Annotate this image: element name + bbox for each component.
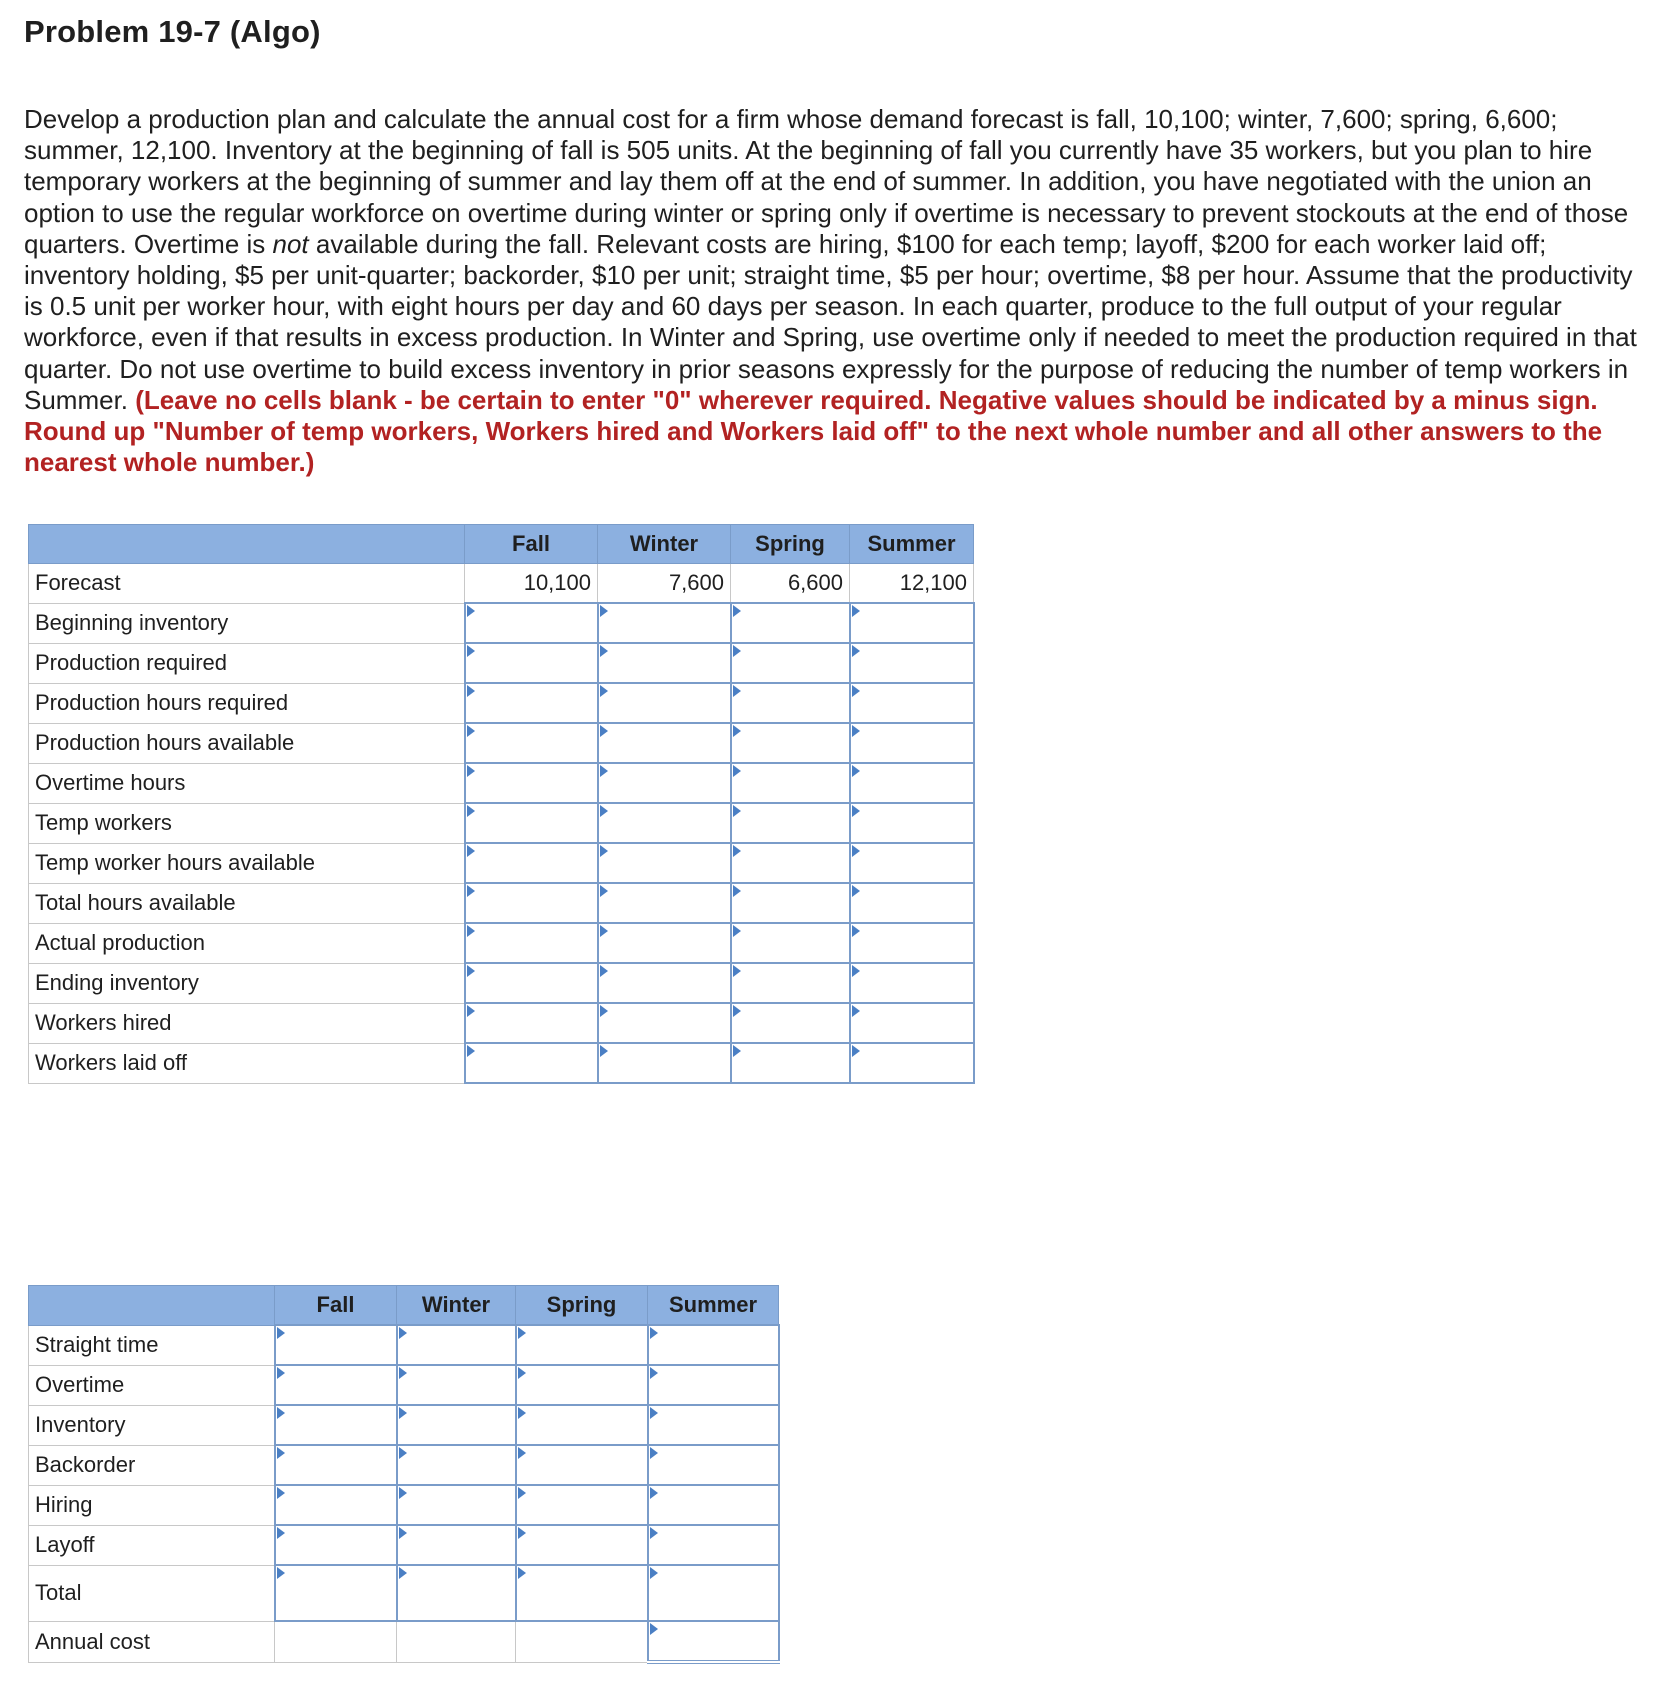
cost-inventory-fall-input[interactable] xyxy=(276,1406,396,1444)
cost-straight-time-spring-cell xyxy=(516,1325,648,1365)
cost-overtime-summer-cell xyxy=(648,1365,779,1405)
forecast-spring: 6,600 xyxy=(731,564,850,604)
row-label: Temp workers xyxy=(29,803,465,843)
row-label: Layoff xyxy=(29,1525,275,1565)
cost-hiring-spring-input[interactable] xyxy=(517,1486,647,1524)
ending-inventory-fall-cell xyxy=(465,963,598,1003)
row-label: Temp worker hours available xyxy=(29,843,465,883)
cost-backorder-winter-cell xyxy=(397,1445,516,1485)
cost-row-inventory xyxy=(29,1405,779,1445)
cost-inventory-summer-input[interactable] xyxy=(649,1406,778,1444)
production-hours-required-summer-input[interactable] xyxy=(851,684,973,722)
overtime-hours-summer-cell xyxy=(850,763,974,803)
production-hours-available-fall-input[interactable] xyxy=(466,724,597,762)
cost-total-winter-cell xyxy=(397,1565,516,1621)
production-hours-required-winter-cell xyxy=(598,683,731,723)
beginning-inventory-spring-input[interactable] xyxy=(732,604,849,642)
cost-header-spring: Spring xyxy=(516,1286,648,1326)
forecast-summer: 12,100 xyxy=(850,564,974,604)
cost-row-layoff xyxy=(29,1525,779,1565)
temp-workers-fall-cell xyxy=(465,803,598,843)
production-hours-available-fall-cell xyxy=(465,723,598,763)
temp-workers-summer-input[interactable] xyxy=(851,804,973,842)
cost-straight-time-spring-input[interactable] xyxy=(517,1326,647,1364)
cost-row-straight-time xyxy=(29,1325,779,1365)
cost-header-blank xyxy=(29,1286,275,1326)
cost-hiring-winter-cell xyxy=(397,1485,516,1525)
beginning-inventory-fall-cell xyxy=(465,603,598,643)
temp-worker-hours-available-winter-input[interactable] xyxy=(599,844,730,882)
production-required-winter-cell xyxy=(598,643,731,683)
overtime-hours-spring-input[interactable] xyxy=(732,764,849,802)
overtime-hours-fall-input[interactable] xyxy=(466,764,597,802)
cost-overtime-fall-cell xyxy=(275,1365,397,1405)
cost-layoff-summer-input[interactable] xyxy=(649,1526,778,1564)
cost-straight-time-fall-input[interactable] xyxy=(276,1326,396,1364)
cost-straight-time-summer-input[interactable] xyxy=(649,1326,778,1364)
cost-layoff-fall-cell xyxy=(275,1525,397,1565)
total-hours-available-winter-cell xyxy=(598,883,731,923)
cost-inventory-winter-input[interactable] xyxy=(398,1406,515,1444)
ending-inventory-spring-input[interactable] xyxy=(732,964,849,1002)
row-label: Production required xyxy=(29,643,465,683)
production-hours-required-summer-cell xyxy=(850,683,974,723)
row-label: Overtime xyxy=(29,1365,275,1405)
row-label: Workers hired xyxy=(29,1003,465,1043)
cost-inventory-fall-cell xyxy=(275,1405,397,1445)
cost-total-winter-input[interactable] xyxy=(398,1566,515,1620)
actual-production-summer-input[interactable] xyxy=(851,924,973,962)
cost-row-total xyxy=(29,1565,779,1621)
total-hours-available-spring-input[interactable] xyxy=(732,884,849,922)
cost-hiring-fall-cell xyxy=(275,1485,397,1525)
total-hours-available-winter-input[interactable] xyxy=(599,884,730,922)
cost-backorder-fall-input[interactable] xyxy=(276,1446,396,1484)
cost-hiring-fall-input[interactable] xyxy=(276,1486,396,1524)
overtime-hours-spring-cell xyxy=(731,763,850,803)
cost-hiring-summer-input[interactable] xyxy=(649,1486,778,1524)
temp-worker-hours-available-spring-cell xyxy=(731,843,850,883)
total-hours-available-fall-input[interactable] xyxy=(466,884,597,922)
workers-laid-off-summer-cell xyxy=(850,1043,974,1083)
beginning-inventory-fall-input[interactable] xyxy=(466,604,597,642)
row-label: Inventory xyxy=(29,1405,275,1445)
production-required-summer-input[interactable] xyxy=(851,644,973,682)
cost-inventory-summer-cell xyxy=(648,1405,779,1445)
cost-backorder-winter-input[interactable] xyxy=(398,1446,515,1484)
plan-row-production-hours-available xyxy=(29,723,974,763)
production-hours-available-summer-cell xyxy=(850,723,974,763)
cost-total-fall-input[interactable] xyxy=(276,1566,396,1620)
cost-overtime-summer-input[interactable] xyxy=(649,1366,778,1404)
workers-laid-off-fall-input[interactable] xyxy=(466,1044,597,1082)
row-label: Hiring xyxy=(29,1485,275,1525)
plan-header-spring: Spring xyxy=(731,525,850,564)
actual-production-summer-cell xyxy=(850,923,974,963)
cost-row-hiring xyxy=(29,1485,779,1525)
cost-header-row xyxy=(29,1286,779,1326)
total-hours-available-summer-input[interactable] xyxy=(851,884,973,922)
cost-row-overtime xyxy=(29,1365,779,1405)
workers-laid-off-winter-input[interactable] xyxy=(599,1044,730,1082)
beginning-inventory-spring-cell xyxy=(731,603,850,643)
overtime-hours-winter-input[interactable] xyxy=(599,764,730,802)
production-required-spring-input[interactable] xyxy=(732,644,849,682)
cost-layoff-winter-cell xyxy=(397,1525,516,1565)
workers-hired-fall-input[interactable] xyxy=(466,1004,597,1042)
ending-inventory-summer-cell xyxy=(850,963,974,1003)
workers-laid-off-winter-cell xyxy=(598,1043,731,1083)
cost-inventory-spring-input[interactable] xyxy=(517,1406,647,1444)
cost-header-winter: Winter xyxy=(397,1286,516,1326)
production-hours-required-spring-cell xyxy=(731,683,850,723)
beginning-inventory-summer-input[interactable] xyxy=(851,604,973,642)
total-hours-available-fall-cell xyxy=(465,883,598,923)
ending-inventory-spring-cell xyxy=(731,963,850,1003)
production-hours-available-winter-cell xyxy=(598,723,731,763)
production-hours-available-winter-input[interactable] xyxy=(599,724,730,762)
cost-backorder-fall-cell xyxy=(275,1445,397,1485)
temp-worker-hours-available-fall-cell xyxy=(465,843,598,883)
temp-worker-hours-available-summer-input[interactable] xyxy=(851,844,973,882)
cost-hiring-winter-input[interactable] xyxy=(398,1486,515,1524)
problem-text-part1: Develop a production plan and calculate the annual cost for a firm whose demand forecast is fall, 10,100; winter, 7,600; spring, 6,600; summer, 12,100. Inventory at the beginning of fall is 505 units. At the beginning of fall you currently have 35 workers, but you plan to hire temporary workers at the beginning of summer and lay them off at the end of summer. In addition, you have negotiated with the union an option to use the regular workforce on overtime during winter or spring only if overtime is necessary to prevent stockouts at the end of those quarters. Overtime is xyxy=(24,104,1629,259)
total-hours-available-summer-cell xyxy=(850,883,974,923)
page-title: Problem 19-7 (Algo) xyxy=(24,14,321,49)
cost-backorder-spring-cell xyxy=(516,1445,648,1485)
row-label: Ending inventory xyxy=(29,963,465,1003)
overtime-hours-summer-input[interactable] xyxy=(851,764,973,802)
row-label: Annual cost xyxy=(29,1621,275,1662)
total-hours-available-spring-cell xyxy=(731,883,850,923)
production-required-fall-cell xyxy=(465,643,598,683)
overtime-hours-fall-cell xyxy=(465,763,598,803)
annual-cost-spacer xyxy=(275,1621,397,1662)
cost-header-summer: Summer xyxy=(648,1286,779,1326)
cost-overtime-spring-input[interactable] xyxy=(517,1366,647,1404)
cost-total-summer-cell xyxy=(648,1565,779,1621)
temp-workers-winter-cell xyxy=(598,803,731,843)
ending-inventory-fall-input[interactable] xyxy=(466,964,597,1002)
cost-row-annual-cost xyxy=(29,1621,779,1662)
cost-row-backorder xyxy=(29,1445,779,1485)
plan-row-ending-inventory xyxy=(29,963,974,1003)
row-label: Production hours required xyxy=(29,683,465,723)
workers-laid-off-spring-cell xyxy=(731,1043,850,1083)
actual-production-winter-input[interactable] xyxy=(599,924,730,962)
plan-header-fall: Fall xyxy=(465,525,598,564)
cost-straight-time-fall-cell xyxy=(275,1325,397,1365)
temp-worker-hours-available-spring-input[interactable] xyxy=(732,844,849,882)
row-label: Overtime hours xyxy=(29,763,465,803)
plan-row-total-hours-available xyxy=(29,883,974,923)
production-hours-available-spring-input[interactable] xyxy=(732,724,849,762)
cost-total-summer-input[interactable] xyxy=(649,1566,778,1620)
cost-total-fall-cell xyxy=(275,1565,397,1621)
problem-text-emphasis: not xyxy=(272,228,309,259)
forecast-winter: 7,600 xyxy=(598,564,731,604)
row-label: Actual production xyxy=(29,923,465,963)
workers-hired-summer-cell xyxy=(850,1003,974,1043)
cost-backorder-spring-input[interactable] xyxy=(517,1446,647,1484)
workers-hired-spring-cell xyxy=(731,1003,850,1043)
annual-cost-spacer xyxy=(397,1621,516,1662)
forecast-fall: 10,100 xyxy=(465,564,598,604)
actual-production-spring-cell xyxy=(731,923,850,963)
cost-overtime-spring-cell xyxy=(516,1365,648,1405)
plan-row-production-required xyxy=(29,643,974,683)
workers-laid-off-fall-cell xyxy=(465,1043,598,1083)
annual-cost-spacer xyxy=(516,1621,648,1662)
actual-production-spring-input[interactable] xyxy=(732,924,849,962)
cost-total-spring-cell xyxy=(516,1565,648,1621)
cost-backorder-summer-input[interactable] xyxy=(649,1446,778,1484)
beginning-inventory-summer-cell xyxy=(850,603,974,643)
production-hours-available-spring-cell xyxy=(731,723,850,763)
row-label: Production hours available xyxy=(29,723,465,763)
problem-statement xyxy=(24,104,1646,478)
production-hours-required-fall-input[interactable] xyxy=(466,684,597,722)
cost-total-spring-input[interactable] xyxy=(517,1566,647,1620)
temp-workers-spring-input[interactable] xyxy=(732,804,849,842)
workers-hired-summer-input[interactable] xyxy=(851,1004,973,1042)
ending-inventory-winter-cell xyxy=(598,963,731,1003)
plan-row-workers-hired xyxy=(29,1003,974,1043)
actual-production-winter-cell xyxy=(598,923,731,963)
production-hours-required-spring-input[interactable] xyxy=(732,684,849,722)
production-hours-required-winter-input[interactable] xyxy=(599,684,730,722)
workers-laid-off-summer-input[interactable] xyxy=(851,1044,973,1082)
production-hours-available-summer-input[interactable] xyxy=(851,724,973,762)
workers-hired-fall-cell xyxy=(465,1003,598,1043)
plan-row-beginning-inventory xyxy=(29,603,974,643)
cost-straight-time-winter-cell xyxy=(397,1325,516,1365)
plan-row-actual-production xyxy=(29,923,974,963)
cost-straight-time-winter-input[interactable] xyxy=(398,1326,515,1364)
cost-overtime-fall-input[interactable] xyxy=(276,1366,396,1404)
production-required-fall-input[interactable] xyxy=(466,644,597,682)
temp-workers-summer-cell xyxy=(850,803,974,843)
cost-overtime-winter-cell xyxy=(397,1365,516,1405)
plan-header-summer: Summer xyxy=(850,525,974,564)
plan-header-row xyxy=(29,525,974,564)
temp-workers-fall-input[interactable] xyxy=(466,804,597,842)
plan-row-overtime-hours xyxy=(29,763,974,803)
workers-hired-spring-input[interactable] xyxy=(732,1004,849,1042)
temp-workers-winter-input[interactable] xyxy=(599,804,730,842)
row-label: Beginning inventory xyxy=(29,603,465,643)
problem-instructions: (Leave no cells blank - be certain to enter "0" wherever required. Negative values should be indicated by a minus sign. Round up "Number of temp workers, Workers hired and Workers laid off" to the next whole number and all other answers to the nearest whole number.) xyxy=(24,384,1603,478)
actual-production-fall-input[interactable] xyxy=(466,924,597,962)
plan-header-blank xyxy=(29,525,465,564)
row-label: Total hours available xyxy=(29,883,465,923)
ending-inventory-winter-input[interactable] xyxy=(599,964,730,1002)
temp-worker-hours-available-winter-cell xyxy=(598,843,731,883)
plan-row-production-hours-required xyxy=(29,683,974,723)
cost-layoff-spring-input[interactable] xyxy=(517,1526,647,1564)
cost-table xyxy=(28,1285,780,1664)
cost-layoff-winter-input[interactable] xyxy=(398,1526,515,1564)
production-required-summer-cell xyxy=(850,643,974,683)
row-label: Straight time xyxy=(29,1325,275,1365)
production-required-spring-cell xyxy=(731,643,850,683)
cost-header-fall: Fall xyxy=(275,1286,397,1326)
ending-inventory-summer-input[interactable] xyxy=(851,964,973,1002)
beginning-inventory-winter-input[interactable] xyxy=(599,604,730,642)
overtime-hours-winter-cell xyxy=(598,763,731,803)
workers-hired-winter-cell xyxy=(598,1003,731,1043)
row-label: Workers laid off xyxy=(29,1043,465,1083)
temp-worker-hours-available-summer-cell xyxy=(850,843,974,883)
cost-backorder-summer-cell xyxy=(648,1445,779,1485)
cost-layoff-spring-cell xyxy=(516,1525,648,1565)
production-plan-table xyxy=(28,524,975,1084)
temp-worker-hours-available-fall-input[interactable] xyxy=(466,844,597,882)
plan-row-temp-worker-hours-available xyxy=(29,843,974,883)
cost-layoff-summer-cell xyxy=(648,1525,779,1565)
annual-cost-cell xyxy=(648,1621,779,1662)
cost-hiring-summer-cell xyxy=(648,1485,779,1525)
cost-inventory-spring-cell xyxy=(516,1405,648,1445)
workers-hired-winter-input[interactable] xyxy=(599,1004,730,1042)
problem-text-part2: available during the fall. Relevant costs are hiring, $100 for each temp; layoff, $200 for each worker laid off; inventory holding, $5 per unit-quarter; backorder, $10 per unit; straight time, $5 per hour; overtime, $8 per hour. Assume that the productivity is 0.5 unit per worker hour, with eight hours per day and 60 days per season. In each quarter, produce to the full output of your regular workforce, even if that results in excess production. In Winter and Spring, use overtime only if needed to meet the production required in that quarter. Do not use overtime to build excess inventory in prior seasons expressly for the purpose of reducing the number of temp workers in Summer. xyxy=(24,228,1637,415)
temp-workers-spring-cell xyxy=(731,803,850,843)
cost-overtime-winter-input[interactable] xyxy=(398,1366,515,1404)
row-label: Forecast xyxy=(29,564,465,604)
actual-production-fall-cell xyxy=(465,923,598,963)
plan-row-workers-laid-off xyxy=(29,1043,974,1083)
row-label: Backorder xyxy=(29,1445,275,1485)
beginning-inventory-winter-cell xyxy=(598,603,731,643)
cost-straight-time-summer-cell xyxy=(648,1325,779,1365)
cost-inventory-winter-cell xyxy=(397,1405,516,1445)
plan-header-winter: Winter xyxy=(598,525,731,564)
plan-row-temp-workers xyxy=(29,803,974,843)
row-label: Total xyxy=(29,1565,275,1621)
production-hours-required-fall-cell xyxy=(465,683,598,723)
cost-hiring-spring-cell xyxy=(516,1485,648,1525)
workers-laid-off-spring-input[interactable] xyxy=(732,1044,849,1082)
plan-row-forecast xyxy=(29,564,974,604)
cost-layoff-fall-input[interactable] xyxy=(276,1526,396,1564)
production-required-winter-input[interactable] xyxy=(599,644,730,682)
annual-cost-input[interactable] xyxy=(649,1622,778,1660)
